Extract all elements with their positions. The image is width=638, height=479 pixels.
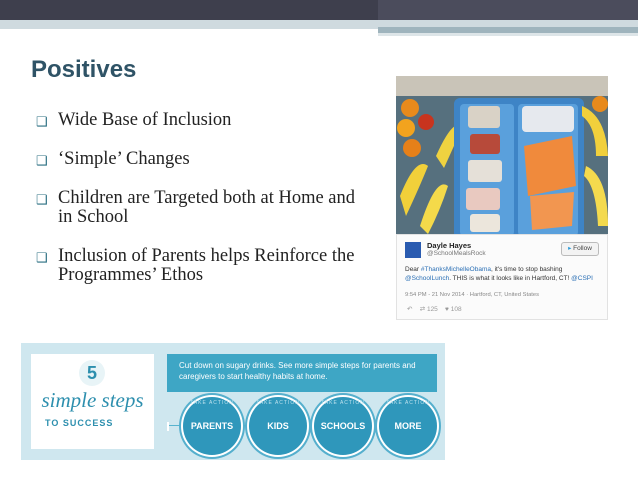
tweet-author-name[interactable]: Dayle Hayes [427,241,472,250]
step-label: SCHOOLS [320,421,366,431]
bullet-item [36,111,366,130]
retweet-icon[interactable]: ⇄ [419,306,426,313]
header-stripe-light [378,33,638,36]
square-bullet-icon: ❑ [36,192,48,207]
follow-button[interactable] [561,242,599,256]
hashtag-link[interactable]: #ThanksMichelleObama [420,266,491,273]
bullet-item [36,247,366,285]
tweet-text-prefix: Dear [405,266,421,273]
schools-step-button[interactable] [314,397,372,455]
square-bullet-icon: ❑ [36,153,48,168]
school-lunch-photo [396,76,608,240]
tweet-text-end: . THIS is what it looks like in Hartford, CT! [449,275,572,282]
tweet-actions [407,305,462,313]
banner-tick [167,422,169,431]
step-label: KIDS [267,421,289,431]
bullet-list [36,111,366,305]
banner-logo-panel [31,354,154,449]
bullet-item [36,150,366,169]
follow-button-label: Follow [573,245,592,252]
mention-link[interactable]: @CSPI [571,275,593,282]
banner-title: simple steps [41,388,144,412]
banner-subtitle: TO SUCCESS [45,418,114,428]
kids-step-button[interactable] [249,397,307,455]
arc-text: TAKE ACTION [386,400,430,406]
bullet-text: ‘Simple’ Changes [58,149,190,169]
parents-step-button[interactable] [183,397,241,455]
bullet-item [36,189,366,227]
reply-icon[interactable]: ↶ [407,306,413,313]
tweet-card [396,234,608,320]
banner-hint: Cut down on sugary drinks. See more simple steps for parents and caregivers to start healthy habits at home. [167,354,437,392]
tweet-author-handle[interactable]: @SchoolMealsRock [427,250,486,257]
bullet-text: Children are Targeted both at Home and in School [58,188,356,227]
simple-steps-banner [21,343,445,460]
favorite-icon[interactable]: ♥ [445,306,449,313]
lunch-tray-illustration [396,76,608,240]
mention-link[interactable]: @SchoolLunch [405,275,450,282]
tweet-date: 9:54 PM - 21 Nov 2014 · Hartford, CT, United States [405,292,540,298]
step-label: PARENTS [190,421,234,431]
retweet-count: 125 [426,306,438,313]
tweet-text [405,265,601,283]
arc-text: TAKE ACTION [321,400,365,406]
bullet-text: Wide Base of Inclusion [58,110,232,130]
steps-number: 5 [79,360,105,386]
square-bullet-icon: ❑ [36,250,48,265]
tweet-text-mid: , it's time to stop bashing [491,266,563,273]
bullet-text: Inclusion of Parents helps Reinforce the Programmes’ Ethos [58,246,355,285]
favorite-count: 108 [450,306,462,313]
square-bullet-icon: ❑ [36,114,48,129]
avatar[interactable] [405,242,421,258]
top-header-accent [378,0,638,20]
step-label: MORE [394,421,422,431]
more-step-button[interactable] [379,397,437,455]
arc-text: TAKE ACTION [190,400,234,406]
slide-title: Positives [31,56,137,83]
bird-icon: ▸ [568,245,572,252]
arc-text: TAKE ACTION [256,400,300,406]
